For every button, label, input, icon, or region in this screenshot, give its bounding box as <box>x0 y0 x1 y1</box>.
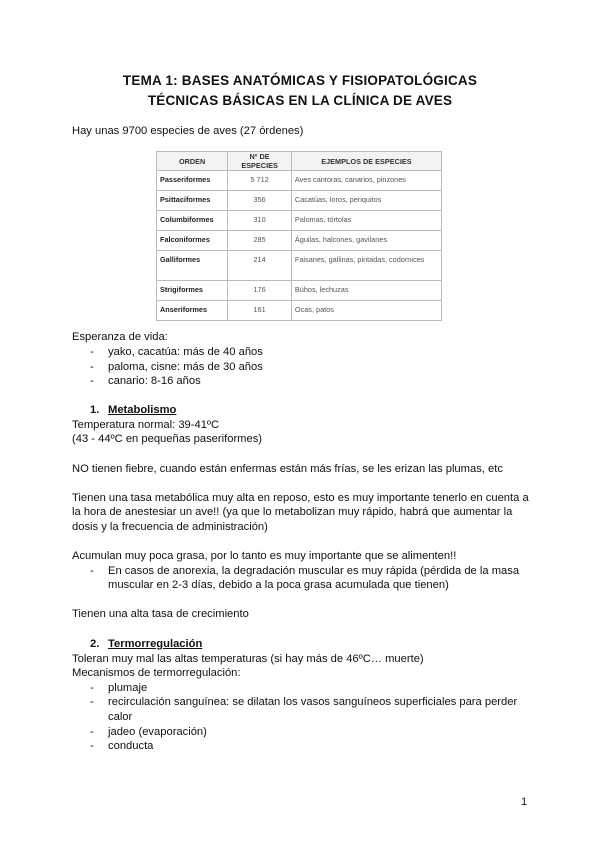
table-cell-examples: Palomas, tórtolas <box>291 211 441 231</box>
table-cell-count: 356 <box>228 191 292 211</box>
lifespan-label: Esperanza de vida: <box>72 331 168 343</box>
paragraph-growth: Tienen una alta tasa de crecimiento <box>72 608 249 620</box>
table-cell-count: 310 <box>228 211 292 231</box>
table-cell-examples: Águilas, halcones, gavilanes <box>291 231 441 251</box>
table-row <box>157 231 442 251</box>
paragraph-fever: NO tienen fiebre, cuando están enfermas están más frías, se les erizan las plumas, etc <box>72 463 503 475</box>
paragraph-metabolic-2: la hora de anestesiar un ave!! (ya que lo metabolizan muy rápido, habrá que aumentar la <box>72 506 513 518</box>
paragraph-heat-tolerance: Toleran muy mal las altas temperaturas (si hay más de 46ºC… muerte) <box>72 653 424 665</box>
dash-marker: - <box>90 740 94 752</box>
table-header: Nº DE ESPECIES <box>228 152 292 171</box>
dash-marker: - <box>90 682 94 694</box>
title-line-2: TÉCNICAS BÁSICAS EN LA CLÍNICA DE AVES <box>147 93 453 108</box>
list-item-text: yako, cacatúa: más de 40 años <box>108 346 263 358</box>
normal-temperature: Temperatura normal: 39-41ºC <box>72 419 220 431</box>
table-cell-examples: Ocas, patos <box>291 301 441 321</box>
table-cell-order: Strigiformes <box>157 281 228 301</box>
table-row <box>157 171 442 191</box>
list-item-text: canario: 8-16 años <box>108 375 201 387</box>
table-cell-count: 214 <box>228 251 292 281</box>
paragraph-metabolic-1: Tienen una tasa metabólica muy alta en reposo, esto es muy importante tenerlo en cuenta a <box>72 492 529 504</box>
list-item-text: muscular en 2-3 días, debido a la poca grasa acumulada que tienen) <box>108 579 449 591</box>
list-item-text: plumaje <box>108 682 148 694</box>
table-cell-order: Falconiformes <box>157 231 228 251</box>
dash-marker: - <box>90 375 94 387</box>
dash-marker: - <box>90 696 94 708</box>
section-number: 2. <box>90 638 100 650</box>
table-cell-count: 176 <box>228 281 292 301</box>
list-item-text: jadeo (evaporación) <box>108 726 207 738</box>
dash-marker: - <box>90 346 94 358</box>
table-cell-examples: Aves cantoras, canarios, pinzones <box>291 171 441 191</box>
mechanisms-label: Mecanismos de termorregulación: <box>72 667 241 679</box>
table-cell-order: Columbiformes <box>157 211 228 231</box>
table-cell-order: Passeriformes <box>157 171 228 191</box>
table-cell-count: 5 712 <box>228 171 292 191</box>
species-table <box>156 151 442 321</box>
table-row <box>157 191 442 211</box>
dash-marker: - <box>90 726 94 738</box>
passerine-temperature: (43 - 44ºC en pequeñas paseriformes) <box>72 433 263 445</box>
table-cell-order: Psittaciformes <box>157 191 228 211</box>
table-cell-examples: Faisanes, gallinas, pintadas, codornices <box>291 251 441 281</box>
table-cell-count: 285 <box>228 231 292 251</box>
table-header-row <box>157 152 442 171</box>
table-cell-examples: Cacatúas, loros, periquitos <box>291 191 441 211</box>
table-row <box>157 211 442 231</box>
table-cell-order: Galliformes <box>157 251 228 281</box>
table-cell-count: 161 <box>228 301 292 321</box>
list-item-text: conducta <box>108 740 154 752</box>
list-item-text: paloma, cisne: más de 30 años <box>108 361 263 373</box>
table-cell-examples: Búhos, lechuzas <box>291 281 441 301</box>
table-row <box>157 251 442 281</box>
page-number: 1 <box>521 796 528 808</box>
table-header: EJEMPLOS DE ESPECIES <box>291 152 441 171</box>
paragraph-fat: Acumulan muy poca grasa, por lo tanto es muy importante que se alimenten!! <box>72 550 457 562</box>
title-line-1: TEMA 1: BASES ANATÓMICAS Y FISIOPATOLÓGICAS <box>122 73 478 88</box>
section-number: 1. <box>90 404 100 416</box>
table-row <box>157 281 442 301</box>
table-cell-order: Anseriformes <box>157 301 228 321</box>
list-item-text: calor <box>108 711 133 723</box>
list-item-text: En casos de anorexia, la degradación muscular es muy rápida (pérdida de la masa <box>108 565 520 577</box>
section-title: Metabolismo <box>108 404 177 416</box>
list-item-text: recirculación sanguínea: se dilatan los vasos sanguíneos superficiales para perder <box>108 696 518 708</box>
section-title: Termorregulación <box>108 638 203 650</box>
table-header: ORDEN <box>157 152 228 171</box>
intro-text: Hay unas 9700 especies de aves (27 órdenes) <box>72 125 304 137</box>
table-row <box>157 301 442 321</box>
dash-marker: - <box>90 361 94 373</box>
dash-marker: - <box>90 565 94 577</box>
paragraph-metabolic-3: dosis y la frecuencia de administración) <box>72 521 268 533</box>
